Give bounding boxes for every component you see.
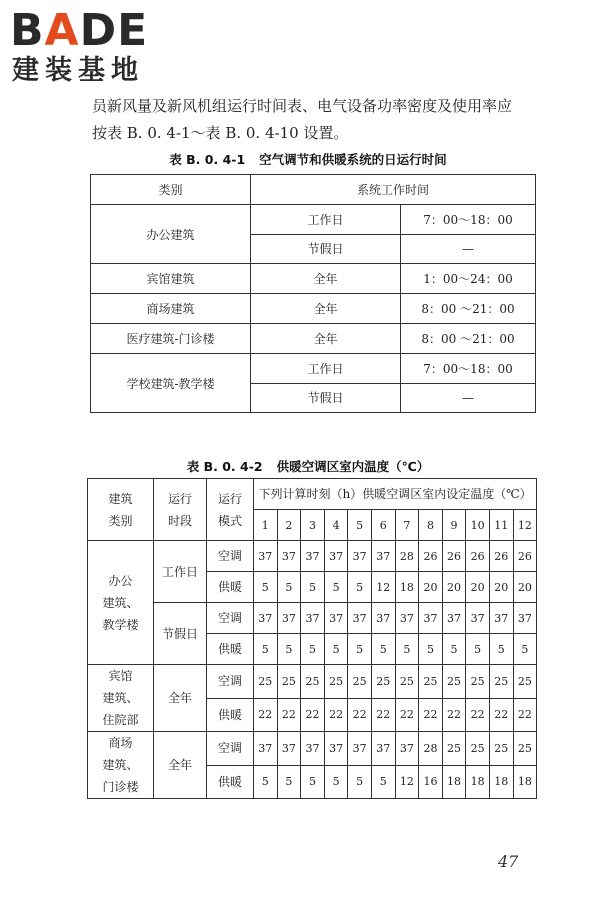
row-time: 7：00～18：00 <box>401 204 536 234</box>
temperature-cell: 5 <box>277 634 301 665</box>
temperature-cell: 22 <box>513 698 537 732</box>
temperature-cell: 25 <box>513 665 537 699</box>
temperature-cell: 5 <box>301 634 325 665</box>
temperature-cell: 25 <box>371 665 395 699</box>
temperature-cell: 20 <box>466 572 490 603</box>
temperature-cell: 37 <box>301 603 325 634</box>
table-row <box>88 541 537 572</box>
table-header-row <box>91 175 536 205</box>
row-period: 全年 <box>251 323 401 353</box>
temperature-cell: 5 <box>466 634 490 665</box>
temperature-cell: 37 <box>277 732 301 766</box>
mode-cell: 空调 <box>207 541 254 572</box>
temperature-cell: 18 <box>466 765 490 799</box>
temperature-cell: 37 <box>395 732 419 766</box>
hour-header-11: 11 <box>489 510 513 541</box>
hour-header-7: 7 <box>395 510 419 541</box>
temperature-cell: 5 <box>301 572 325 603</box>
temperature-cell: 22 <box>324 698 348 732</box>
temperature-cell: 37 <box>301 732 325 766</box>
row-time: 8：00 ～21：00 <box>401 323 536 353</box>
temperature-cell: 26 <box>513 541 537 572</box>
hour-header-4: 4 <box>324 510 348 541</box>
temperature-cell: 5 <box>371 765 395 799</box>
temperature-cell: 37 <box>348 541 372 572</box>
mode-cell: 供暖 <box>207 572 254 603</box>
temperature-cell: 37 <box>489 603 513 634</box>
temperature-cell: 37 <box>277 541 301 572</box>
row-time: 7：00～18：00 <box>401 353 536 383</box>
hour-header-3: 3 <box>301 510 325 541</box>
row-period: 节假日 <box>251 383 401 413</box>
temperature-cell: 37 <box>277 603 301 634</box>
temperature-cell: 25 <box>489 732 513 766</box>
hour-header-8: 8 <box>419 510 443 541</box>
table-row <box>91 294 536 324</box>
temperature-cell: 20 <box>513 572 537 603</box>
temperature-cell: 25 <box>466 665 490 699</box>
temperature-cell: 5 <box>395 634 419 665</box>
temperature-cell: 37 <box>466 603 490 634</box>
intro-paragraph <box>92 93 562 147</box>
header-operating-period: 运行 时段 <box>154 479 207 541</box>
temperature-cell: 18 <box>489 765 513 799</box>
temperature-cell: 37 <box>348 603 372 634</box>
temperature-cell: 20 <box>442 572 466 603</box>
logo-chinese-name: 建装基地 <box>12 55 144 86</box>
temperature-cell: 26 <box>442 541 466 572</box>
row-period: 节假日 <box>251 234 401 264</box>
temperature-cell: 37 <box>371 603 395 634</box>
table-row <box>88 665 537 699</box>
row-time: 1：00～24：00 <box>401 264 536 294</box>
hour-header-12: 12 <box>513 510 537 541</box>
temperature-cell: 25 <box>348 665 372 699</box>
table2-caption <box>88 457 528 475</box>
temperature-cell: 20 <box>419 572 443 603</box>
row-period: 工作日 <box>251 204 401 234</box>
temperature-cell: 25 <box>301 665 325 699</box>
temperature-cell: 37 <box>324 732 348 766</box>
indoor-temperature-table <box>87 478 537 799</box>
temperature-cell: 25 <box>419 665 443 699</box>
temperature-cell: 20 <box>489 572 513 603</box>
temperature-cell: 37 <box>254 603 278 634</box>
table-row <box>88 603 537 634</box>
temperature-cell: 26 <box>489 541 513 572</box>
temperature-cell: 22 <box>489 698 513 732</box>
period-cell: 节假日 <box>154 603 207 665</box>
temperature-cell: 5 <box>442 634 466 665</box>
hour-header-1: 1 <box>254 510 278 541</box>
temperature-cell: 22 <box>466 698 490 732</box>
logo-wordmark: BADE <box>10 5 149 56</box>
table1-number: 表 B. 0. 4-1 <box>169 152 246 167</box>
bade-logo <box>10 5 180 90</box>
table2-title: 供暖空调区室内温度（℃） <box>276 459 430 474</box>
period-cell: 全年 <box>154 665 207 732</box>
temperature-cell: 22 <box>371 698 395 732</box>
header-system-time: 系统工作时间 <box>251 175 536 205</box>
temperature-cell: 37 <box>324 603 348 634</box>
temperature-cell: 26 <box>466 541 490 572</box>
temperature-cell: 25 <box>277 665 301 699</box>
temperature-cell: 37 <box>254 732 278 766</box>
temperature-cell: 37 <box>442 603 466 634</box>
mode-cell: 空调 <box>207 603 254 634</box>
temperature-cell: 5 <box>254 634 278 665</box>
temperature-cell: 12 <box>395 765 419 799</box>
intro-line-1: 员新风量及新风机组运行时间表、电气设备功率密度及使用率应 <box>92 97 513 115</box>
row-time: — <box>401 383 536 413</box>
temperature-cell: 16 <box>419 765 443 799</box>
mode-cell: 空调 <box>207 732 254 766</box>
row-category: 医疗建筑-门诊楼 <box>91 323 251 353</box>
hour-header-9: 9 <box>442 510 466 541</box>
temperature-cell: 5 <box>254 765 278 799</box>
table-row <box>91 353 536 383</box>
table2-number: 表 B. 0. 4-2 <box>186 459 263 474</box>
row-period: 全年 <box>251 264 401 294</box>
row-time: 8：00 ～21：00 <box>401 294 536 324</box>
temperature-cell: 12 <box>371 572 395 603</box>
temperature-cell: 5 <box>348 634 372 665</box>
temperature-cell: 37 <box>324 541 348 572</box>
building-office-school: 办公 建筑、 教学楼 <box>88 541 154 665</box>
header-hourly-setpoint: 下列计算时刻（h）供暖空调区室内设定温度（℃） <box>254 479 537 510</box>
temperature-cell: 28 <box>419 732 443 766</box>
temperature-cell: 22 <box>277 698 301 732</box>
temperature-cell: 37 <box>348 732 372 766</box>
temperature-cell: 22 <box>348 698 372 732</box>
page-number: 47 <box>498 852 519 871</box>
temperature-cell: 5 <box>419 634 443 665</box>
temperature-cell: 37 <box>371 732 395 766</box>
table-row <box>88 732 537 766</box>
table1-caption <box>88 150 528 168</box>
row-category: 学校建筑-教学楼 <box>91 353 251 413</box>
temperature-cell: 18 <box>442 765 466 799</box>
hour-header-6: 6 <box>371 510 395 541</box>
temperature-cell: 5 <box>513 634 537 665</box>
temperature-cell: 37 <box>371 541 395 572</box>
temperature-cell: 5 <box>277 765 301 799</box>
row-period: 全年 <box>251 294 401 324</box>
temperature-cell: 22 <box>254 698 278 732</box>
table-row <box>91 323 536 353</box>
temperature-cell: 5 <box>324 572 348 603</box>
temperature-cell: 25 <box>324 665 348 699</box>
table-header-row <box>88 479 537 510</box>
temperature-cell: 25 <box>442 732 466 766</box>
temperature-cell: 5 <box>277 572 301 603</box>
temperature-cell: 25 <box>466 732 490 766</box>
header-building-type: 建筑 类别 <box>88 479 154 541</box>
temperature-cell: 5 <box>301 765 325 799</box>
temperature-cell: 5 <box>348 572 372 603</box>
mode-cell: 空调 <box>207 665 254 699</box>
mode-cell: 供暖 <box>207 765 254 799</box>
temperature-cell: 5 <box>348 765 372 799</box>
temperature-cell: 5 <box>324 765 348 799</box>
hour-header-2: 2 <box>277 510 301 541</box>
temperature-cell: 25 <box>513 732 537 766</box>
header-category: 类别 <box>91 175 251 205</box>
temperature-cell: 22 <box>395 698 419 732</box>
temperature-cell: 22 <box>301 698 325 732</box>
temperature-cell: 28 <box>395 541 419 572</box>
operating-time-table <box>90 174 536 413</box>
mode-cell: 供暖 <box>207 698 254 732</box>
temperature-cell: 37 <box>395 603 419 634</box>
temperature-cell: 37 <box>419 603 443 634</box>
row-category: 办公建筑 <box>91 204 251 264</box>
temperature-cell: 25 <box>442 665 466 699</box>
temperature-cell: 37 <box>513 603 537 634</box>
table1-title: 空气调节和供暖系统的日运行时间 <box>259 152 447 167</box>
temperature-cell: 37 <box>254 541 278 572</box>
table-row <box>91 204 536 234</box>
temperature-cell: 5 <box>489 634 513 665</box>
temperature-cell: 25 <box>395 665 419 699</box>
table-row <box>91 264 536 294</box>
row-category: 商场建筑 <box>91 294 251 324</box>
temperature-cell: 5 <box>371 634 395 665</box>
temperature-cell: 26 <box>419 541 443 572</box>
row-period: 工作日 <box>251 353 401 383</box>
temperature-cell: 37 <box>301 541 325 572</box>
intro-line-2: 按表 B. 0. 4-1～表 B. 0. 4-10 设置。 <box>92 124 349 142</box>
temperature-cell: 5 <box>324 634 348 665</box>
temperature-cell: 22 <box>442 698 466 732</box>
row-time: — <box>401 234 536 264</box>
temperature-cell: 25 <box>254 665 278 699</box>
mode-cell: 供暖 <box>207 634 254 665</box>
hour-header-10: 10 <box>466 510 490 541</box>
period-cell: 全年 <box>154 732 207 799</box>
temperature-cell: 25 <box>489 665 513 699</box>
building-mall-outpatient: 商场 建筑、 门诊楼 <box>88 732 154 799</box>
building-hotel-inpatient: 宾馆 建筑、 住院部 <box>88 665 154 732</box>
temperature-cell: 18 <box>395 572 419 603</box>
row-category: 宾馆建筑 <box>91 264 251 294</box>
temperature-cell: 18 <box>513 765 537 799</box>
hour-header-5: 5 <box>348 510 372 541</box>
temperature-cell: 22 <box>419 698 443 732</box>
temperature-cell: 5 <box>254 572 278 603</box>
header-operating-mode: 运行 模式 <box>207 479 254 541</box>
period-cell: 工作日 <box>154 541 207 603</box>
